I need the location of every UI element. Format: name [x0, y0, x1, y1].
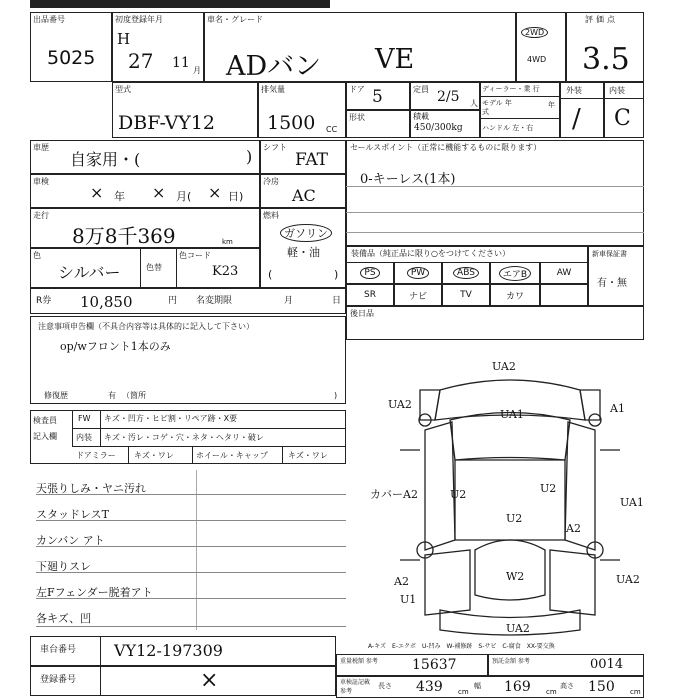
name-change-label: 名変期限 [196, 296, 233, 306]
history-close: ) [246, 147, 253, 166]
mark-ua2-bottom: UA2 [506, 622, 530, 635]
equip-navi: ナビ [394, 284, 442, 306]
tax-label: 重量税額 参考 [340, 658, 378, 665]
dims-width-label: 幅 [474, 682, 481, 690]
lot-label: 出品番号 [33, 15, 65, 24]
inspection-day: 日) [228, 190, 244, 203]
notes-label: 注意事項申告欄（不具合内容等は具体的に記入して下さい） [38, 322, 254, 331]
mark-u2-right: U2 [540, 482, 557, 495]
mark-a2-center: A2 [566, 522, 581, 535]
mark-ua2-right: UA2 [616, 573, 640, 586]
notes-value: op/wフロント1本のみ [60, 340, 171, 353]
sales-point-label: セールスポイント（正常に機能するものに限ります） [350, 143, 542, 152]
color-value: シルバー [58, 263, 121, 282]
new-warranty-value: 有・無 [597, 278, 627, 289]
name-change-day: 日 [332, 296, 342, 306]
tax-value: 15637 [412, 657, 457, 673]
displacement-unit: CC [326, 125, 338, 134]
inspector-row1-head: FW [78, 414, 91, 423]
registration-value: × [200, 668, 219, 693]
mark-u2-left: U2 [450, 488, 467, 501]
type-value: DBF-VY12 [118, 112, 216, 134]
mark-cover-a2: カバーA2 [370, 488, 418, 501]
color-label: 色 [33, 251, 41, 260]
inspection-label: 車検 [33, 177, 49, 186]
inspector-row1: キズ・凹方・ヒビ割・リペア跡・X要 [104, 414, 238, 423]
history-value: 自家用・( [70, 150, 141, 169]
type-label: 型式 [115, 85, 131, 94]
color-change-label: 色替 [146, 263, 162, 272]
mileage-value: 8万8千369 [72, 224, 176, 248]
remark-5: 左Fフェンダー脱着アト [36, 586, 153, 599]
mileage-label: 走行 [33, 211, 49, 220]
repair-label: 修復歴 [44, 391, 68, 400]
equip-pw: PW [394, 262, 442, 284]
sales-point-box [346, 140, 644, 246]
interior-value: C [614, 106, 631, 131]
inspector-row2-head: 内装 [76, 433, 92, 442]
dims-height-unit: cm [630, 688, 641, 696]
mileage-unit: km [222, 238, 233, 246]
mark-u2-center: U2 [506, 512, 523, 525]
inspection-month-val: × [152, 183, 166, 202]
equip-leather: カワ [490, 284, 540, 306]
first-reg-month-unit: 月 [193, 66, 201, 75]
fuel-alt: 軽・油 [287, 246, 320, 259]
capacity-value: 2/5 [437, 89, 460, 105]
dims-length-label: 長さ [378, 682, 392, 690]
model-label: 車名・グレード [207, 15, 263, 24]
new-warranty-label: 新車保証書 [592, 250, 627, 258]
fuel-paren-close: ) [334, 268, 339, 281]
score-value: 3.5 [582, 42, 630, 77]
inspector-row3-a: ドアミラー [76, 451, 116, 460]
inspection-day-val: × [208, 183, 222, 202]
equip-airbag: エアB [490, 262, 540, 284]
inspector-row2: キズ・汚レ・コゲ・穴・ネタ・ヘタリ・破レ [104, 433, 264, 442]
exterior-value: / [572, 104, 581, 134]
drive-4wd: 4WD [527, 55, 547, 64]
model-year-label: モデル 年式 [482, 99, 512, 116]
fuel-label: 燃料 [263, 211, 279, 220]
dealer-label: ディーラー・業 行 [482, 85, 540, 93]
mark-ua1-right: UA1 [620, 496, 644, 509]
car-diagram [370, 360, 650, 640]
inspection-month: 月( [176, 190, 192, 203]
mark-ua2-left: UA2 [388, 398, 412, 411]
dims-height-label: 高さ [560, 682, 574, 690]
repair-close: ) [334, 391, 338, 400]
inspection-box [30, 174, 260, 208]
mark-a2-left: A2 [394, 575, 409, 588]
remark-6: 各キズ、凹 [36, 612, 92, 625]
post-fit-box [346, 306, 644, 340]
dims-height: 150 [588, 679, 615, 695]
remark-3: カンバン アト [36, 534, 105, 547]
recycle-label: R券 [36, 296, 52, 306]
load-label: 積載 [413, 112, 429, 121]
equip-aw: AW [540, 262, 588, 284]
dims-width: 169 [504, 679, 531, 695]
model-grade: VE [375, 44, 415, 75]
inspector-row3-d: キズ・ワレ [288, 451, 328, 460]
fuel-value: ガソリン [280, 224, 332, 242]
first-reg-month: 11 [172, 55, 190, 71]
chassis-value: VY12-197309 [114, 641, 223, 660]
equip-ps: PS [346, 262, 394, 284]
remark-2: スタッドレスT [36, 508, 110, 521]
remark-4: 下廻りスレ [36, 560, 91, 573]
fuel-paren-open: ( [268, 268, 273, 281]
recycle-fee-label: 預託金額 参考 [492, 658, 530, 665]
first-reg-era: H [117, 30, 131, 48]
mark-w2: W2 [506, 570, 525, 583]
mark-u1: U1 [400, 593, 417, 606]
capacity-unit: 人 [470, 99, 478, 108]
first-reg-year: 27 [128, 49, 154, 73]
name-change-month: 月 [284, 296, 294, 306]
equipment-label: 装備品（純正品に限り○をつけてください） [351, 249, 510, 258]
aircon-label: 冷房 [263, 177, 279, 186]
repair-yes: 有 [108, 391, 116, 400]
equip-sr: SR [346, 284, 394, 306]
inspector-row3-b: キズ・ワレ [134, 451, 174, 460]
drive-2wd: 2WD [521, 27, 548, 38]
inspection-year: 年 [114, 190, 125, 203]
mark-a1: A1 [610, 402, 625, 415]
load-value: 450/300kg [414, 123, 463, 133]
registration-label: 登録番号 [40, 675, 77, 685]
color-code: K23 [212, 264, 239, 279]
chassis-label: 車台番号 [40, 645, 77, 655]
equip-tv: TV [442, 284, 490, 306]
lot-value: 5025 [47, 47, 96, 69]
history-label: 車歴 [33, 143, 49, 152]
model-year-unit: 年 [548, 101, 555, 109]
capacity-label: 定員 [413, 85, 429, 94]
color-code-label: 色コード [179, 251, 211, 260]
doors-label: ドア [349, 85, 365, 94]
mark-ua1-hood: UA1 [500, 408, 524, 421]
aircon-value: AC [292, 186, 316, 205]
score-label: 評価点 [585, 15, 618, 24]
sales-point-value: 0-キーレス(1本) [360, 172, 456, 187]
shape-label: 形状 [349, 113, 365, 122]
equip-abs: ABS [442, 262, 490, 284]
dims-width-unit: cm [546, 688, 557, 696]
mark-ua2-top: UA2 [492, 360, 516, 373]
shift-value: FAT [295, 150, 329, 170]
header-banner [30, 0, 330, 8]
dims-length: 439 [416, 679, 443, 695]
inspection-year-val: × [90, 183, 104, 202]
first-reg-label: 初度登録年月 [115, 15, 163, 24]
shift-label: シフト [263, 143, 287, 152]
equip-blank [540, 284, 588, 306]
recycle-box [30, 288, 346, 314]
recycle-fee-value: 0014 [590, 657, 624, 672]
history-box [30, 140, 260, 174]
displacement-label: 排気量 [261, 85, 285, 94]
exterior-label: 外装 [566, 86, 582, 95]
damage-legend: A-キズ E-エクボ U-凹み W-補修跡 S-サビ C-腐食 XX-要交換 [368, 643, 555, 650]
inspector-label1: 検査員 [33, 416, 57, 425]
recycle-value: 10,850 [80, 293, 133, 311]
inspector-row3-c: ホイール・キャップ [196, 451, 268, 460]
recycle-unit: 円 [168, 296, 178, 306]
inspector-label2: 記入欄 [33, 432, 57, 441]
interior-label: 内装 [609, 86, 625, 95]
drive-box [516, 12, 566, 82]
dims-length-unit: cm [458, 688, 469, 696]
dims-label: 車検証記載 参考 [340, 679, 371, 695]
remark-1: 天張りしみ・ヤニ汚れ [36, 482, 146, 495]
handle-label: ハンドル 左・右 [482, 124, 534, 132]
post-fit-label: 後日品 [350, 309, 374, 318]
displacement-value: 1500 [267, 112, 316, 134]
repair-place: （箇所 [122, 391, 146, 400]
model-name: ADバン [226, 51, 322, 82]
doors-value: 5 [372, 87, 383, 107]
